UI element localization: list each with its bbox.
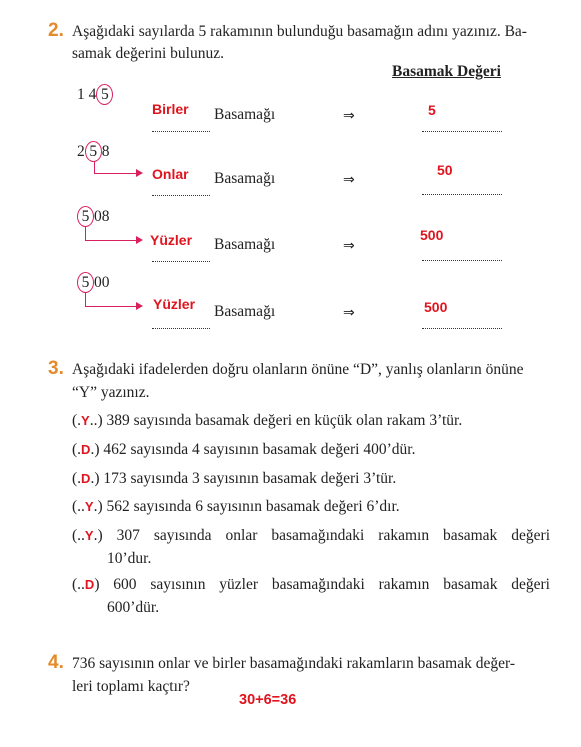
q2-header-basamak-degeri: Basamak Değeri [392,63,501,80]
q3-item-2-text: 462 sayısında 4 sayısının basamak değeri 400’dür. [103,441,416,458]
q3-item-4: (..Y.) 562 sayısında 6 sayısının basamak değeri 6’dır. [72,498,400,515]
q2-row4-place-answer: Yüzler [153,296,196,312]
q2-row4-circled-digit: 5 [77,272,94,293]
q2-row1-number [77,84,113,105]
q3-item-6: (..D) 600 sayısının yüzler basamağındaki rakamın basamak değeri [72,576,550,593]
q2-row2-number [77,141,110,162]
q3-text-line1: Aşağıdaki ifadelerden doğru olanların önüne “D”, yanlış olanların önüne [72,361,524,378]
q2-row2-place-answer: Onlar [152,166,189,182]
q2-row3-arrowhead-icon [136,236,143,244]
q3-item-3-mark: D [81,471,91,486]
q2-row3-basamagi: Basamağı [214,236,276,253]
q2-row3-implies-icon: ⇒ [343,238,355,254]
q3-item-6-mark: D [84,577,95,592]
q4-text-line1: 736 sayısının onlar ve birler basamağındaki rakamların basamak değer- [72,655,516,672]
q2-row3-place-dotline [152,249,210,267]
q2-row1-basamagi: Basamağı [214,106,276,123]
q2-row2-num-after: 8 [101,143,110,160]
q3-item-4-mark: Y [84,499,94,514]
q2-row1-circled-digit: 5 [96,84,113,105]
q2-row1-implies-icon: ⇒ [343,108,355,124]
q2-row2-arrowhead-icon [136,169,143,177]
q4-number: 4. [48,652,64,673]
q2-row3-bracket-arrow [85,226,137,241]
q2-row3-circled-digit: 5 [77,206,94,227]
q2-row3-value-dotline [422,248,502,266]
q2-row2-basamagi: Basamağı [214,170,276,187]
q2-row1-place-answer: Birler [152,101,189,117]
q3-item-6-text: 600 sayısının yüzler basamağındaki rakamın basamak değeri [113,576,550,593]
q2-row2-place-dotline [152,183,210,201]
q3-item-5-mark: Y [84,528,94,543]
q2-row4-bracket-arrow [85,292,137,307]
q2-text-line2: samak değerini bulunuz. [72,45,224,62]
q2-row4-number [77,272,110,293]
q3-item-1: (.Y..) 389 sayısında basamak değeri en küçük olan rakam 3’tür. [72,412,463,429]
q2-row4-value-answer: 500 [424,299,448,315]
q3-item-3-text: 173 sayısında 3 sayısının basamak değeri 3’tür. [103,470,397,487]
q4-text-line2: leri toplamı kaçtır? [72,678,190,695]
q3-item-6-cont: 600’dür. [107,599,160,616]
q3-item-3: (.D.) 173 sayısında 3 sayısının basamak değeri 3’tür. [72,470,397,487]
q2-row2-bracket-arrow [94,161,137,174]
q3-item-1-mark: Y [81,413,90,428]
q2-row4-value-dotline [422,316,502,334]
q3-item-2-mark: D [81,442,91,457]
q2-row3-num-after: 08 [94,208,110,225]
q2-row3-place-answer: Yüzler [150,232,193,248]
q2-row3-value-answer: 500 [420,227,444,243]
q3-item-1-text: 389 sayısında basamak değeri en küçük olan rakam 3’tür. [106,412,463,429]
q3-number: 3. [48,358,64,379]
q2-text-line1: Aşağıdaki sayılarda 5 rakamının bulunduğu basamağın adını yazınız. Ba- [72,23,527,40]
q2-row4-num-after: 00 [94,274,110,291]
q4-answer: 30+6=36 [239,692,297,708]
q2-row2-num-before: 2 [77,143,85,160]
q2-row4-implies-icon: ⇒ [343,305,355,321]
q2-row4-basamagi: Basamağı [214,303,276,320]
q2-row1-place-dotline [152,119,210,137]
q3-text-line2: “Y” yazınız. [72,384,150,401]
q2-row4-place-dotline [152,316,210,334]
q2-row1-value-answer: 5 [428,102,436,118]
q2-row1-num-before: 1 4 [77,86,97,103]
q2-row2-value-answer: 50 [437,162,453,178]
q3-item-5: (..Y.) 307 sayısında onlar basamağındaki rakamın basamak değeri [72,527,550,544]
q2-row2-circled-digit: 5 [85,141,102,162]
q2-number: 2. [48,20,64,41]
q3-item-4-text: 562 sayısında 6 sayısının basamak değeri 6’dır. [106,498,400,515]
q2-row4-arrowhead-icon [136,302,143,310]
q2-row2-implies-icon: ⇒ [343,172,355,188]
q2-row1-value-dotline [422,119,502,137]
q3-item-5-text: 307 sayısında onlar basamağındaki rakamın basamak değeri [116,527,550,544]
q2-row3-number [77,206,110,227]
q3-item-5-cont: 10’dur. [107,550,152,567]
q2-row2-value-dotline [422,182,502,200]
q3-item-2: (.D.) 462 sayısında 4 sayısının basamak değeri 400’dür. [72,441,416,458]
